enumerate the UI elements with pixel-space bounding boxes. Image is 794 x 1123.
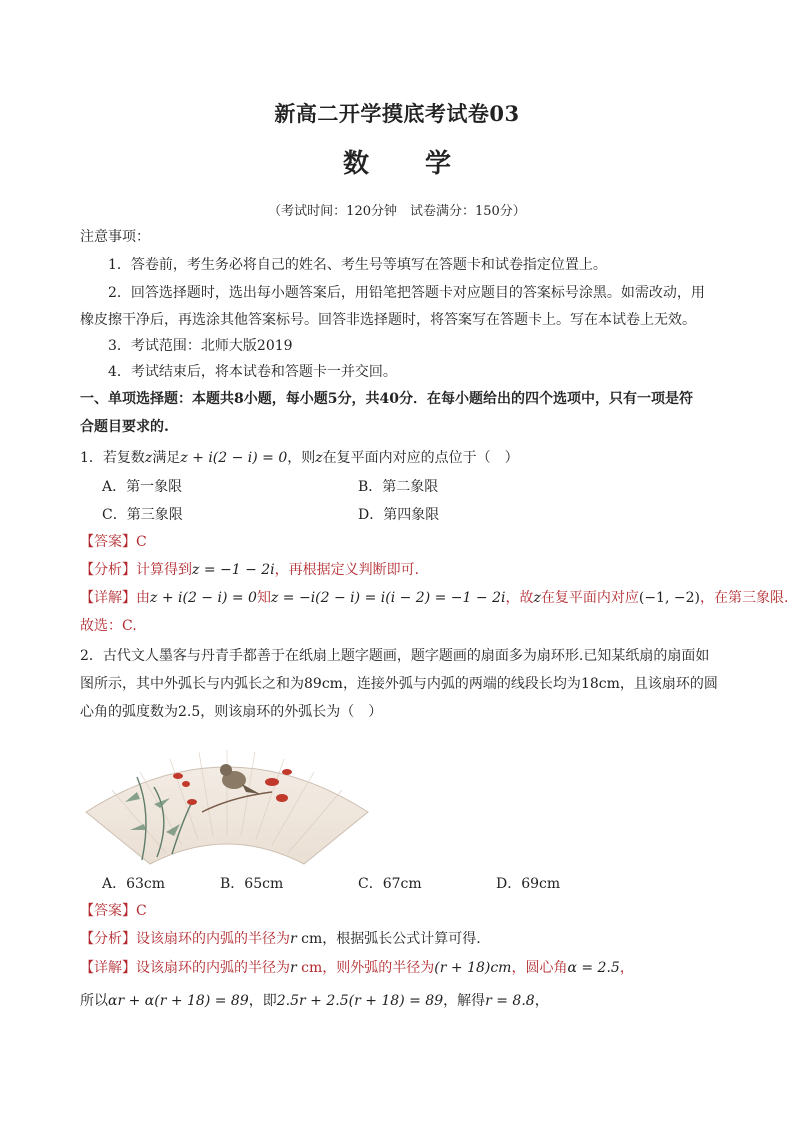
fan-painting-image	[82, 732, 372, 872]
option-c: C．第三象限	[102, 507, 183, 523]
option-c: C．67cm	[358, 876, 422, 892]
page-title: 新高二开学摸底考试卷03	[274, 101, 520, 126]
notice-item: 4．考试结束后，将本试卷和答题卡一并交回。	[108, 364, 397, 380]
option-a: A．63cm	[102, 876, 166, 892]
answer-line: 【答案】C	[80, 903, 147, 919]
option-a: A．第一象限	[102, 479, 183, 495]
question-2-stem-cont: 心角的弧度数为2.5，则该扇环的外弧长为（ ）	[80, 704, 383, 720]
detail-line: 【详解】由z + i(2 − i) = 0知z = −i(2 − i) = i(i − 2) = −1 − 2i，故z在复平面内对应(−1, −2)，在第三象限.	[80, 590, 789, 606]
section-heading: 一、单项选择题：本题共8小题，每小题5分，共40分．在每小题给出的四个选项中，只有一项是符	[80, 391, 693, 407]
notice-item: 2．回答选择题时，选出每小题答案后，用铅笔把答题卡对应题目的答案标号涂黑。如需改动，用	[108, 285, 705, 301]
answer-line: 【答案】C	[80, 534, 147, 550]
detail-line: 【详解】设该扇环的内弧的半径为r cm，则外弧的半径为(r + 18)cm，圆心角α = 2.5，	[80, 960, 634, 976]
exam-info: （考试时间：120分钟 试卷满分：150分）	[268, 204, 526, 219]
question-1-stem: 1．若复数z满足z + i(2 − i) = 0，则z在复平面内对应的点位于（ ）	[80, 450, 519, 466]
option-d: D．69cm	[496, 876, 561, 892]
notice-item: 1．答卷前，考生务必将自己的姓名、考生号等填写在答题卡和试卷指定位置上。	[108, 257, 607, 273]
analysis-line: 【分析】计算得到z = −1 − 2i，再根据定义判断即可.	[80, 562, 420, 578]
subject-title: 数 学	[342, 149, 452, 179]
option-b: B．65cm	[220, 876, 284, 892]
notice-item: 橡皮擦干净后，再选涂其他答案标号。回答非选择题时，将答案写在答题卡上。写在本试卷上无效。	[80, 312, 696, 328]
analysis-line: 【分析】设该扇环的内弧的半径为r cm，根据弧长公式计算可得.	[80, 931, 481, 947]
notice-item: 3．考试范围：北师大版2019	[108, 338, 293, 354]
question-2-stem-cont: 图所示，其中外弧长与内弧长之和为89cm，连接外弧与内弧的两端的线段长均为18cm，且该扇环的圆	[80, 676, 718, 692]
option-d: D．第四象限	[358, 507, 440, 523]
notice-heading: 注意事项：	[80, 229, 150, 245]
choice-line: 故选：C.	[80, 618, 137, 634]
section-heading-cont: 合题目要求的.	[80, 419, 169, 435]
question-2-stem: 2．古代文人墨客与丹青手都善于在纸扇上题字题画，题字题画的扇面多为扇环形.已知某纸扇的扇面如	[80, 648, 710, 664]
option-b: B．第二象限	[358, 479, 439, 495]
detail-line-cont: 所以αr + α(r + 18) = 89，即2.5r + 2.5(r + 18) = 89，解得r = 8.8，	[80, 993, 549, 1009]
